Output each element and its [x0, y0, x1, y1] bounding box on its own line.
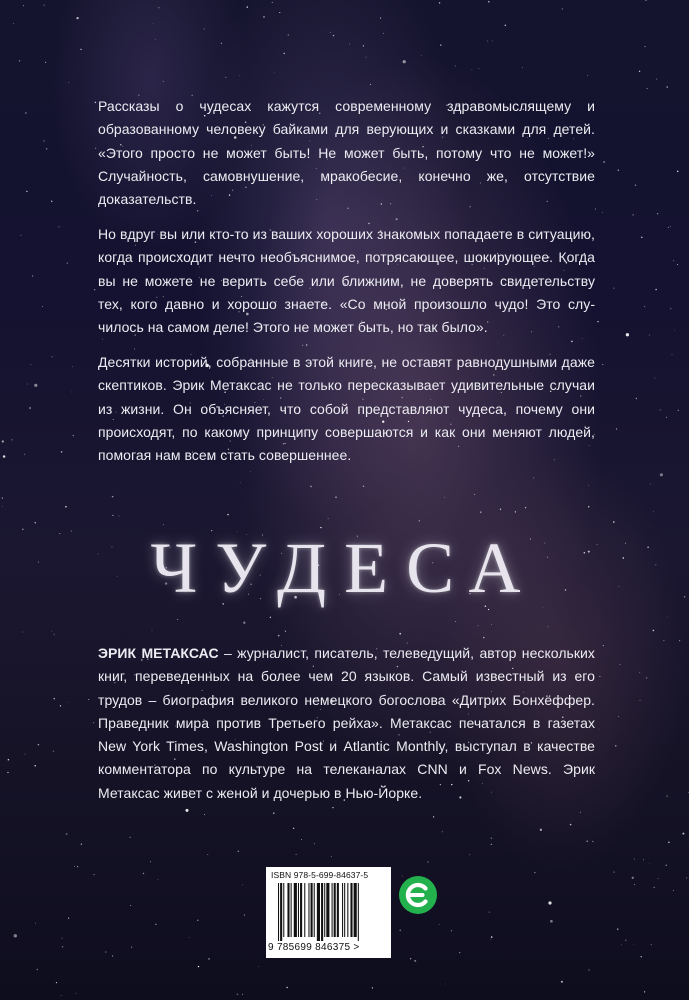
- isbn-text: ISBN 978-5-699-84637-5: [271, 870, 369, 880]
- barcode-bars: [278, 883, 386, 941]
- author-bio-text: – журналист, писатель, телеведущий, автор нескольких книг, переведенных на более чем 20 языков. Самый известный из его трудов – биография великого немецкого богослова «Дитрих Бонхёффер. Праведник мира против Третьего рейха». Метаксас печатался в газетах New York Times, Washington Post и Atlantic Monthly, выступал в качестве комментатора по культуре на телеканалах CNN и Fox News. Эрик Метаксас живет с женой и дочерью в Нью-Йорке.: [98, 645, 595, 801]
- author-name: ЭРИК МЕТАКСАС: [98, 645, 219, 661]
- barcode-label: [266, 867, 391, 958]
- description-paragraph-2: Но вдруг вы или кто-то из ваших хороших знакомых попадаете в ситуацию, когда происходит нечто необъяснимое, потрясающее, шокирующее. Когда вы не можете не верить себе или ближним, не доверять свидетельству тех, кого давно и хорошо знаете. «Со мной произошло чудо! Это случилось на самом деле! Этого не может быть, но так было».: [98, 226, 595, 336]
- author-bio: [98, 642, 595, 805]
- description-paragraph-1: Рассказы о чудесах кажутся современному здравомыслящему и образованному человеку байками для верующих и сказками для детей. «Этого просто не может быть! Не может быть, потому что не может!» Случайность, самовнушение, мракобесие, конечно же, отсутствие доказательств.: [98, 98, 595, 208]
- eksmo-logo-icon: [398, 875, 438, 915]
- book-title: ЧУДЕСА: [150, 528, 539, 608]
- barcode-digits: 9 785699 846375 >: [268, 942, 360, 953]
- description-paragraph-3: Десятки историй, собранные в этой книге, не оставят равнодушными даже скептиков. Эрик Метаксас не только пересказывает удивительные случаи из жизни. Он объясняет, что собой представляют чудеса, почему они происходят, по какому принципу совершаются и как они меняют людей, помогая нам всем стать совершеннее.: [98, 354, 595, 464]
